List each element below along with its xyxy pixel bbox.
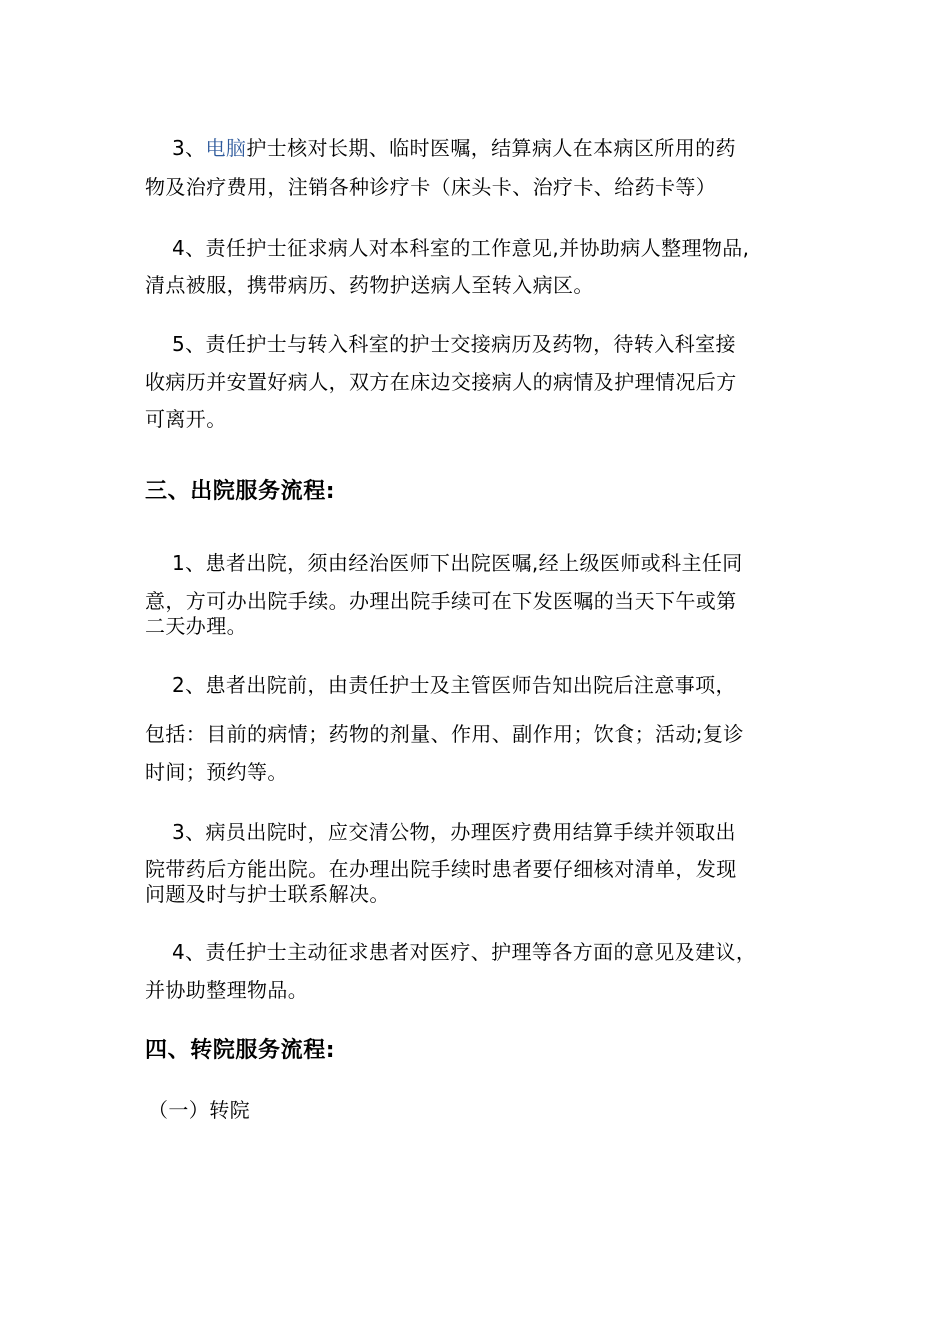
item-4-line-2: 清点被服，携带病历、药物护送病人至转入病区。 <box>145 273 594 297</box>
item-3-line-1 <box>172 136 736 160</box>
discharge-item-1-line-1: 1、患者出院，须由经治医师下出院医嘱,经上级医师或科主任同 <box>172 551 743 575</box>
item-4-line-1: 4、责任护士征求病人对本科室的工作意见,并协助病人整理物品, <box>172 236 750 260</box>
discharge-item-2-line-1: 2、患者出院前，由责任护士及主管医师告知出院后注意事项， <box>172 673 736 697</box>
discharge-item-4-line-2: 并协助整理物品。 <box>145 978 309 1002</box>
item-5-line-3: 可离开。 <box>145 407 227 431</box>
discharge-item-2-line-2: 包括：目前的病情；药物的剂量、作用、副作用；饮食；活动;复诊 <box>145 722 744 746</box>
section-heading-transfer: 四、转院服务流程: <box>145 1038 336 1063</box>
computer-link[interactable]: 电脑 <box>205 136 247 160</box>
item-3-line-2: 物及治疗费用，注销各种诊疗卡（床头卡、治疗卡、给药卡等） <box>145 175 717 199</box>
discharge-item-1-line-3: 二天办理。 <box>145 614 247 638</box>
discharge-item-2-line-3: 时间；预约等。 <box>145 760 288 784</box>
item-3-number: 3、 <box>172 136 206 160</box>
discharge-item-3-line-1: 3、病员出院时，应交清公物，办理医疗费用结算手续并领取出 <box>172 820 736 844</box>
item-3-text: 护士核对长期、临时医嘱，结算病人在本病区所用的药 <box>246 136 736 160</box>
subsection-transfer: （一）转院 <box>148 1098 250 1122</box>
discharge-item-3-line-2: 院带药后方能出院。在办理出院手续时患者要仔细核对清单，发现 <box>145 857 737 881</box>
discharge-item-3-line-3: 问题及时与护士联系解决。 <box>145 882 390 906</box>
discharge-item-4-line-1: 4、责任护士主动征求患者对医疗、护理等各方面的意见及建议， <box>172 940 757 964</box>
discharge-item-1-line-2: 意，方可办出院手续。办理出院手续可在下发医嘱的当天下午或第 <box>145 589 737 613</box>
item-5-line-2: 收病历并安置好病人，双方在床边交接病人的病情及护理情况后方 <box>145 370 737 394</box>
section-heading-discharge: 三、出院服务流程: <box>145 479 336 504</box>
item-5-line-1: 5、责任护士与转入科室的护士交接病历及药物，待转入科室接 <box>172 332 736 356</box>
